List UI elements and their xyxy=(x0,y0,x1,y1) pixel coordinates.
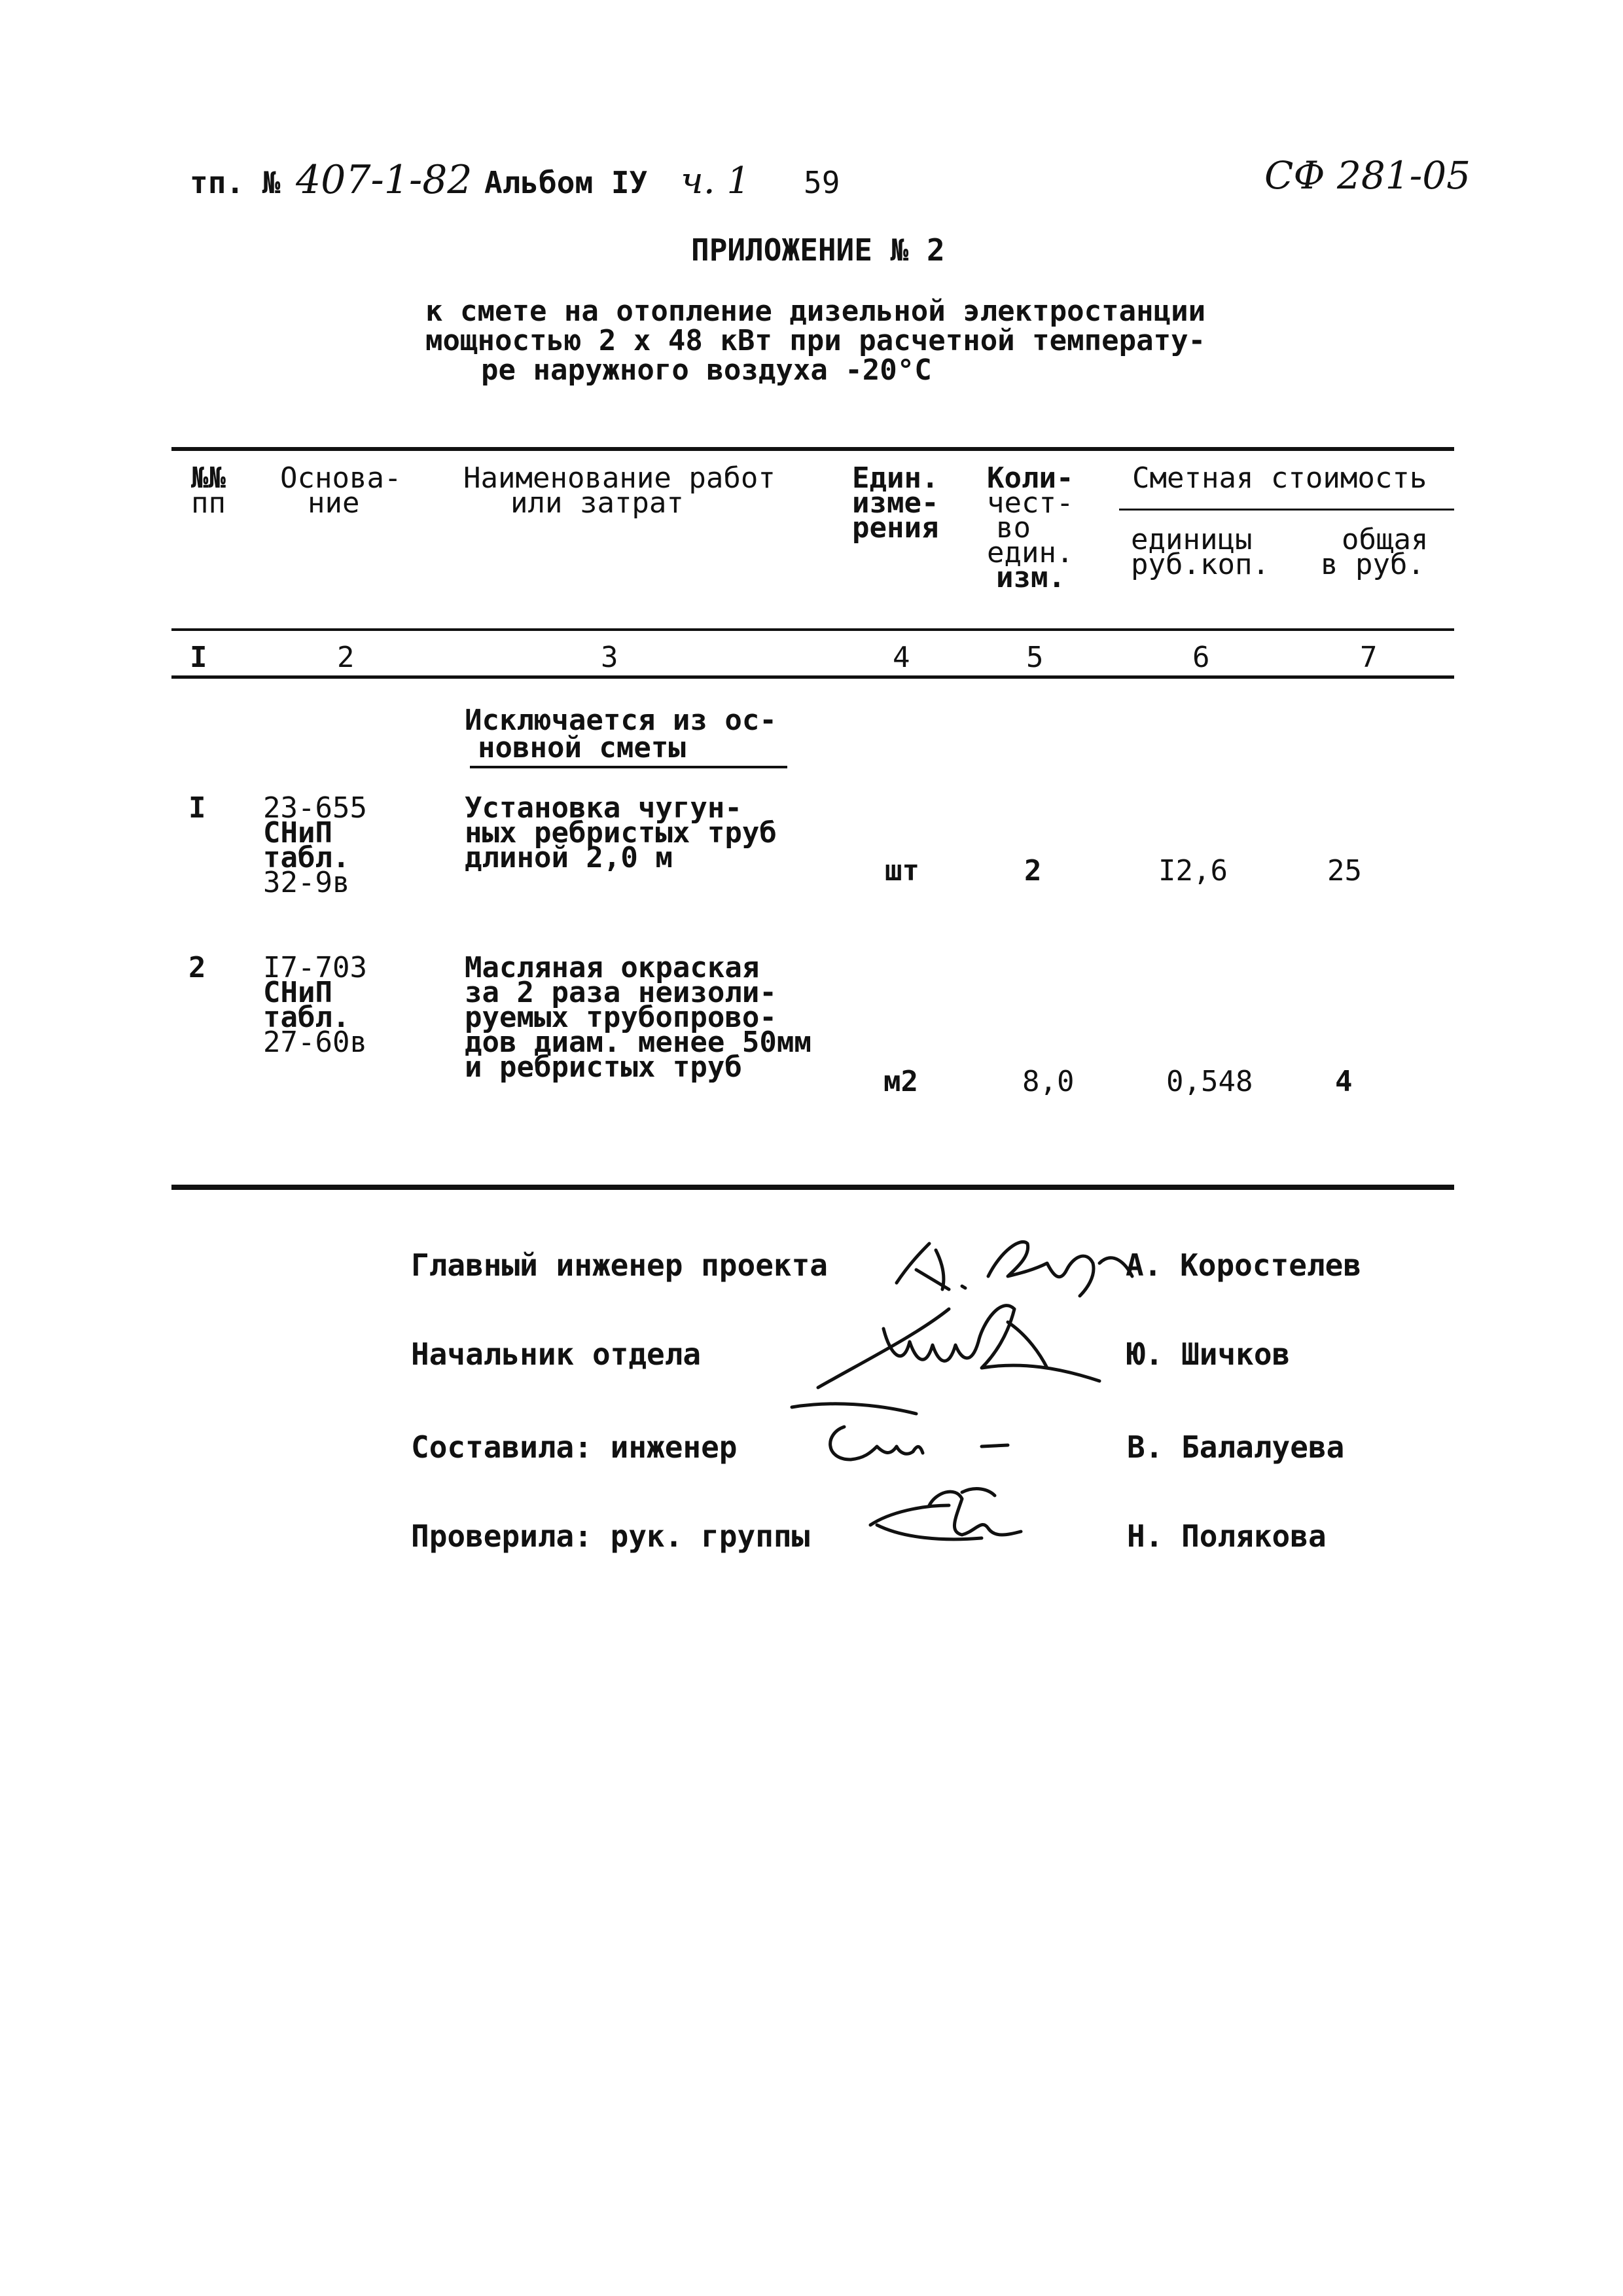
row-2-total: 4 xyxy=(1335,1065,1353,1098)
table-bottom-rule xyxy=(171,1185,1454,1190)
header-page-number: 59 xyxy=(804,165,840,200)
row-1-basis-line-2: СНиП xyxy=(263,816,332,850)
row-1-unit: шт xyxy=(885,854,919,888)
row-2-unit: м2 xyxy=(883,1065,918,1098)
col-number-5: 5 xyxy=(1026,641,1044,674)
row-1-num: I xyxy=(188,791,206,825)
signature-name-4: Н. Полякова xyxy=(1127,1518,1327,1554)
header-qty-line-2: чест- xyxy=(987,486,1074,520)
signature-mark-compiler xyxy=(785,1394,1034,1473)
row-2-qty: 8,0 xyxy=(1022,1065,1075,1098)
header-unit-cost-line-1: единицы xyxy=(1131,523,1253,556)
header-project-number: 407-1-82 xyxy=(296,157,473,203)
col-number-3: 3 xyxy=(601,641,618,674)
row-1-qty: 2 xyxy=(1024,854,1042,888)
section-title-line-2: новной сметы xyxy=(478,731,686,764)
appendix-subtitle-line-1: к смете на отопление дизельной электростанции xyxy=(425,295,1206,328)
row-2-unit-cost: 0,548 xyxy=(1166,1065,1253,1098)
column-numbers-rule xyxy=(171,675,1454,679)
header-qty-line-4: един. xyxy=(987,536,1074,569)
section-title-underline xyxy=(470,766,787,768)
row-2-name-line-2: за 2 раза неизоли- xyxy=(465,976,777,1009)
section-title-line-1: Исключается из ос- xyxy=(465,704,777,737)
row-1-name-line-2: ных ребристых труб xyxy=(465,816,777,850)
signature-role-1: Главный инженер проекта xyxy=(411,1247,828,1283)
signature-role-3: Составила: инженер xyxy=(411,1429,738,1465)
signature-role-2: Начальник отдела xyxy=(411,1336,702,1372)
signature-mark-department-head xyxy=(812,1283,1113,1401)
row-1-unit-cost: I2,6 xyxy=(1158,854,1228,888)
header-album: Альбом IУ xyxy=(484,165,648,200)
appendix-title: ПРИЛОЖЕНИЕ № 2 xyxy=(691,232,945,268)
signature-name-1: А. Коростелев xyxy=(1126,1247,1362,1283)
col-number-4: 4 xyxy=(893,641,910,674)
row-1-basis-line-4: 32-9в xyxy=(263,866,350,899)
row-2-basis-line-1: I7-703 xyxy=(263,951,367,984)
col-number-6: 6 xyxy=(1192,641,1210,674)
row-1-name-line-1: Установка чугун- xyxy=(465,791,742,825)
row-2-basis-line-2: СНиП xyxy=(263,976,332,1009)
col-number-1: I xyxy=(190,641,207,674)
row-1-basis-line-3: табл. xyxy=(263,841,350,874)
header-bottom-rule xyxy=(171,628,1454,631)
header-document-code: СФ 281-05 xyxy=(1264,153,1471,198)
header-num-line-2: пп xyxy=(191,486,226,520)
header-num-line-1: №№ xyxy=(191,461,226,495)
header-unit-line-3: рения xyxy=(852,511,939,545)
header-total-cost-line-2: в руб. xyxy=(1321,548,1425,581)
header-total-cost-line-1: общая xyxy=(1342,523,1429,556)
signature-name-3: В. Балалуева xyxy=(1127,1429,1345,1465)
appendix-subtitle-line-3: ре наружного воздуха -20°С xyxy=(481,353,932,387)
signature-role-4: Проверила: рук. группы xyxy=(411,1518,810,1554)
header-name-line-1: Наименование работ xyxy=(463,461,776,495)
table-top-rule xyxy=(171,447,1454,451)
row-2-name-line-5: и ребристых труб xyxy=(465,1050,742,1084)
row-2-name-line-4: дов диам. менее 50мм xyxy=(465,1026,812,1059)
appendix-subtitle-line-2: мощностью 2 х 48 кВт при расчетной температу- xyxy=(425,324,1206,357)
header-name-line-2: или затрат xyxy=(510,486,684,520)
row-2-basis-line-3: табл. xyxy=(263,1001,350,1034)
signature-name-2: Ю. Шичков xyxy=(1127,1336,1291,1372)
header-qty-line-5: изм. xyxy=(996,561,1065,594)
col-number-2: 2 xyxy=(337,641,355,674)
header-qty-line-1: Коли- xyxy=(987,461,1074,495)
header-prefix: тп. № xyxy=(190,165,281,200)
header-cost-group: Сметная стоимость xyxy=(1132,461,1427,495)
cost-group-rule xyxy=(1119,509,1454,511)
header-unit-line-1: Един. xyxy=(852,461,939,495)
row-2-name-line-1: Масляная окраская xyxy=(465,951,760,984)
row-1-name-line-3: длиной 2,0 м xyxy=(465,841,673,874)
row-1-basis-line-1: 23-655 xyxy=(263,791,367,825)
header-unit-cost-line-2: руб.коп. xyxy=(1131,548,1270,581)
row-2-num: 2 xyxy=(188,951,206,984)
header-part: ч. 1 xyxy=(681,160,751,202)
row-2-name-line-3: руемых трубопрово- xyxy=(465,1001,777,1034)
row-2-basis-line-4: 27-60в xyxy=(263,1026,367,1059)
header-basis-line-1: Основа- xyxy=(280,461,402,495)
header-basis-line-2: ние xyxy=(308,486,360,520)
row-1-total: 25 xyxy=(1327,854,1362,888)
col-number-7: 7 xyxy=(1360,641,1378,674)
signature-mark-group-head xyxy=(864,1479,1060,1551)
header-unit-line-2: изме- xyxy=(852,486,939,520)
header-qty-line-3: во xyxy=(996,511,1031,545)
